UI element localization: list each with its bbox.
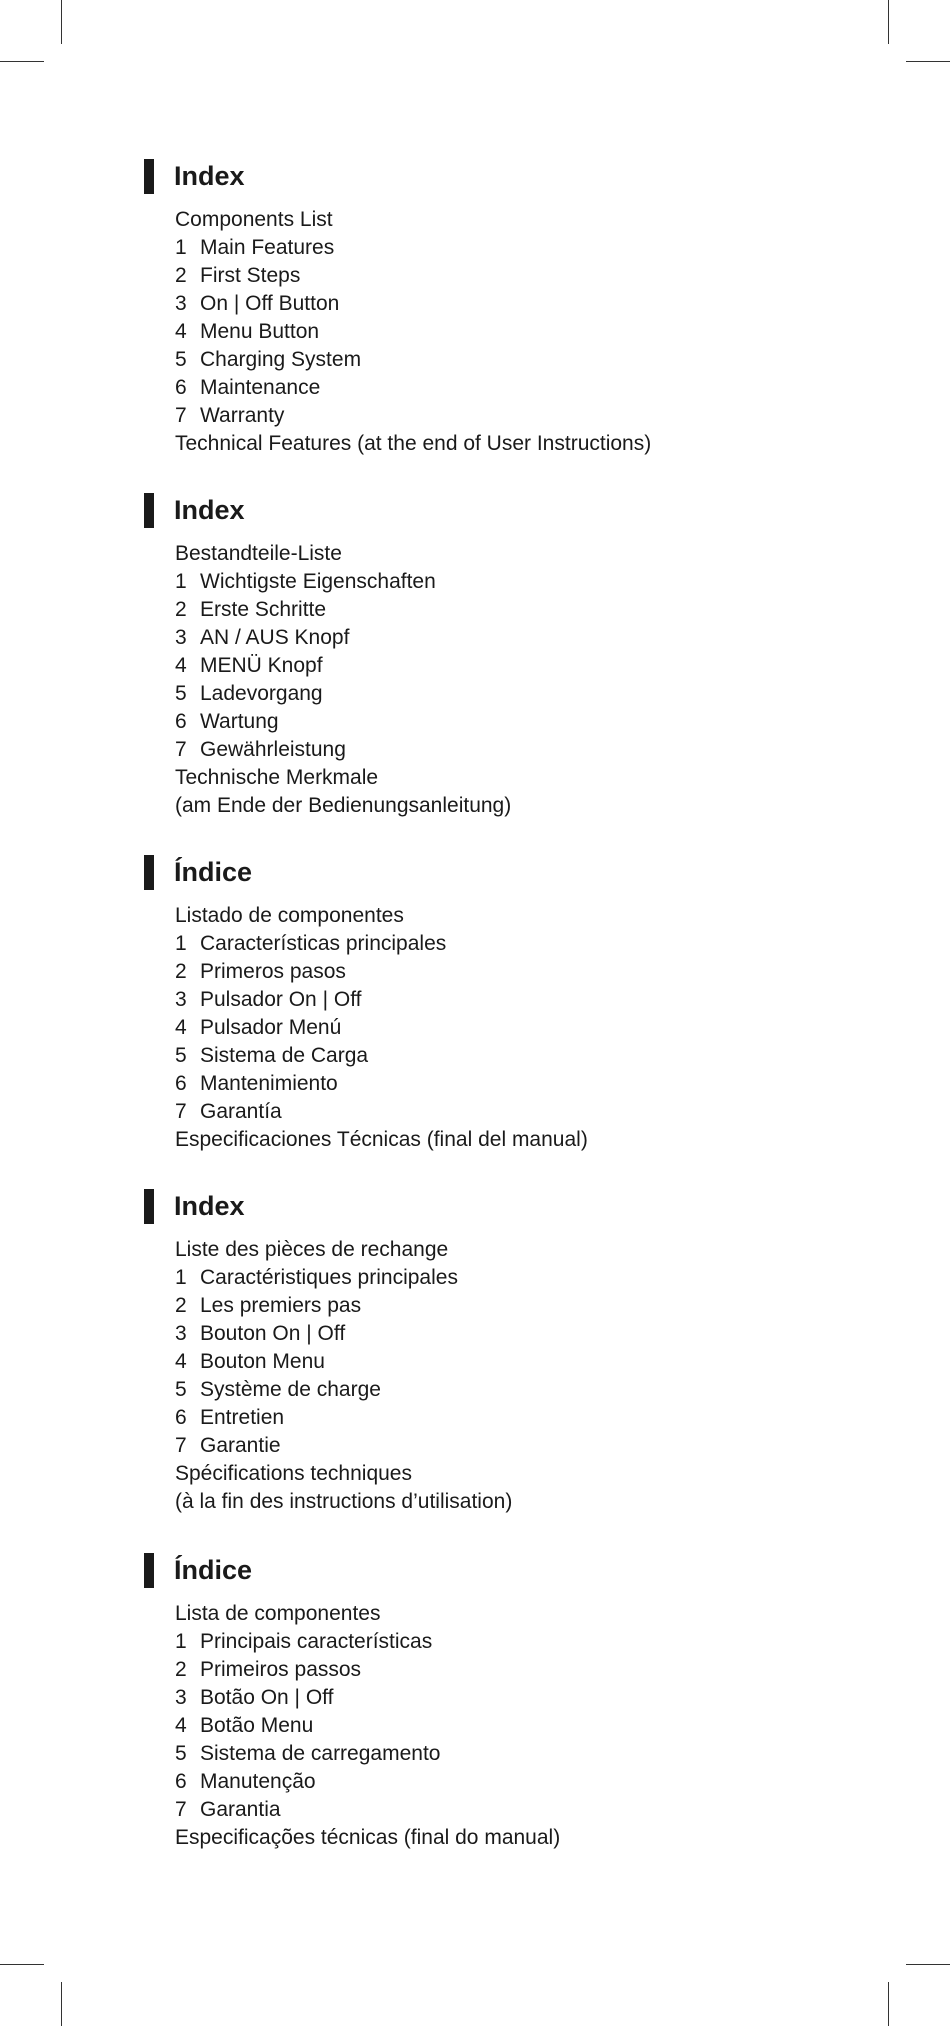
chapter-title: Bestandteile-Liste — [175, 542, 342, 565]
chapter-title: On | Off Button — [200, 292, 340, 315]
section-title: Índice — [174, 1555, 253, 1585]
chapter-title: Warranty — [200, 404, 285, 427]
chapter-title: Liste des pièces de rechange — [175, 1238, 449, 1261]
chapter-number: 5 — [175, 1742, 187, 1765]
chapter-title: Lista de componentes — [175, 1602, 381, 1625]
chapter-title: Components List — [175, 208, 333, 231]
chapter-title: Listado de componentes — [175, 904, 404, 927]
contents-item — [175, 1098, 588, 1126]
contents-item — [175, 1348, 512, 1376]
chapter-title: Manutenção — [200, 1770, 316, 1793]
chapter-title: First Steps — [200, 264, 301, 287]
chapter-number: 1 — [175, 236, 187, 259]
contents-item — [175, 596, 511, 624]
contents-item — [175, 652, 511, 680]
chapter-title: Botão On | Off — [200, 1686, 334, 1709]
chapter-number: 4 — [175, 1714, 187, 1737]
chapter-title: Menu Button — [200, 320, 320, 343]
contents-item — [175, 736, 511, 764]
chapter-title: Garantía — [200, 1100, 282, 1123]
section-header — [144, 156, 904, 196]
chapter-title: Botão Menu — [200, 1714, 314, 1737]
contents-item — [175, 374, 651, 402]
contents-item — [175, 430, 651, 458]
contents-item — [175, 290, 651, 318]
chapter-title: AN / AUS Knopf — [200, 626, 350, 649]
chapter-number: 6 — [175, 376, 187, 399]
chapter-title: Especificaciones Técnicas (final del manual) — [175, 1128, 588, 1151]
chapter-number: 2 — [175, 1294, 187, 1317]
chapter-title: Maintenance — [200, 376, 321, 399]
chapter-title: Erste Schritte — [200, 598, 327, 621]
contents-list — [175, 206, 651, 458]
chapter-number: 6 — [175, 1770, 187, 1793]
contents-item — [175, 958, 588, 986]
contents-item — [175, 1460, 512, 1488]
contents-item — [175, 986, 588, 1014]
contents-list — [175, 540, 511, 820]
contents-item — [175, 1432, 512, 1460]
chapter-number: 2 — [175, 598, 187, 621]
index-section — [144, 1186, 904, 1513]
section-title: Index — [174, 495, 245, 525]
chapter-number: 4 — [175, 320, 187, 343]
contents-list — [175, 1600, 560, 1852]
header-bar-marker — [144, 159, 154, 194]
chapter-title: Sistema de carregamento — [200, 1742, 441, 1765]
section-title: Índice — [174, 857, 253, 887]
contents-item — [175, 1404, 512, 1432]
chapter-title: Entretien — [200, 1406, 285, 1429]
chapter-title: Main Features — [200, 236, 335, 259]
chapter-number: 1 — [175, 932, 187, 955]
crop-mark-bottom-right-horizontal — [906, 1964, 950, 1965]
section-header — [144, 1550, 904, 1590]
contents-item — [175, 234, 651, 262]
chapter-number: 3 — [175, 292, 187, 315]
chapter-number: 5 — [175, 1044, 187, 1067]
chapter-title: Principais características — [200, 1630, 433, 1653]
contents-item — [175, 1712, 560, 1740]
crop-mark-top-right-vertical — [888, 0, 889, 44]
chapter-title: Primeros pasos — [200, 960, 346, 983]
chapter-number: 3 — [175, 1322, 187, 1345]
chapter-title: Pulsador Menú — [200, 1016, 342, 1039]
crop-mark-top-right-horizontal — [906, 61, 950, 62]
contents-item — [175, 346, 651, 374]
chapter-title: Pulsador On | Off — [200, 988, 362, 1011]
chapter-number: 6 — [175, 1072, 187, 1095]
chapter-number: 1 — [175, 570, 187, 593]
index-section — [144, 1550, 904, 1849]
header-bar-marker — [144, 855, 154, 890]
header-bar-marker — [144, 1189, 154, 1224]
crop-mark-bottom-left-vertical — [61, 1982, 62, 2026]
header-bar-marker — [144, 1553, 154, 1588]
contents-item — [175, 1376, 512, 1404]
chapter-title: Garantie — [200, 1434, 281, 1457]
chapter-title: Technische Merkmale — [175, 766, 379, 789]
contents-item — [175, 206, 651, 234]
contents-item — [175, 1628, 560, 1656]
chapter-number: 1 — [175, 1630, 187, 1653]
chapter-title: (am Ende der Bedienungsanleitung) — [175, 794, 512, 817]
contents-item — [175, 1600, 560, 1628]
chapter-title: Spécifications techniques — [175, 1462, 412, 1485]
chapter-title: Caractéristiques principales — [200, 1266, 458, 1289]
section-title: Index — [174, 1191, 245, 1221]
contents-item — [175, 568, 511, 596]
crop-mark-bottom-left-horizontal — [0, 1964, 44, 1965]
chapter-title: Características principales — [200, 932, 447, 955]
contents-item — [175, 318, 651, 346]
chapter-number: 5 — [175, 682, 187, 705]
chapter-title: Especificações técnicas (final do manual) — [175, 1826, 561, 1849]
chapter-title: Mantenimiento — [200, 1072, 338, 1095]
contents-item — [175, 1236, 512, 1264]
contents-list — [175, 1236, 512, 1516]
chapter-number: 3 — [175, 1686, 187, 1709]
chapter-title: Wichtigste Eigenschaften — [200, 570, 436, 593]
contents-item — [175, 1656, 560, 1684]
section-title: Index — [174, 161, 245, 191]
contents-item — [175, 1070, 588, 1098]
chapter-number: 5 — [175, 1378, 187, 1401]
chapter-title: Gewährleistung — [200, 738, 346, 761]
contents-item — [175, 402, 651, 430]
crop-mark-top-left-horizontal — [0, 61, 44, 62]
chapter-number: 1 — [175, 1266, 187, 1289]
contents-item — [175, 1320, 512, 1348]
contents-item — [175, 708, 511, 736]
crop-mark-bottom-right-vertical — [888, 1982, 889, 2026]
chapter-title: Système de charge — [200, 1378, 381, 1401]
contents-item — [175, 540, 511, 568]
chapter-number: 7 — [175, 1434, 187, 1457]
chapter-title: Bouton Menu — [200, 1350, 325, 1373]
contents-item — [175, 1740, 560, 1768]
header-bar-marker — [144, 493, 154, 528]
contents-item — [175, 764, 511, 792]
chapter-number: 4 — [175, 1016, 187, 1039]
chapter-title: Technical Features (at the end of User Instructions) — [175, 432, 652, 455]
chapter-number: 7 — [175, 1100, 187, 1123]
chapter-number: 3 — [175, 626, 187, 649]
chapter-title: Les premiers pas — [200, 1294, 362, 1317]
contents-item — [175, 1824, 560, 1852]
contents-item — [175, 1264, 512, 1292]
chapter-number: 6 — [175, 710, 187, 733]
chapter-number: 2 — [175, 264, 187, 287]
chapter-number: 6 — [175, 1406, 187, 1429]
chapter-title: Charging System — [200, 348, 362, 371]
chapter-title: (à la fin des instructions d’utilisation) — [175, 1490, 513, 1513]
index-section — [144, 156, 904, 455]
section-header — [144, 1186, 904, 1226]
chapter-title: MENÜ Knopf — [200, 654, 323, 677]
chapter-number: 4 — [175, 654, 187, 677]
contents-item — [175, 930, 588, 958]
contents-item — [175, 1042, 588, 1070]
section-header — [144, 490, 904, 530]
contents-item — [175, 1488, 512, 1516]
chapter-title: Ladevorgang — [200, 682, 323, 705]
chapter-number: 5 — [175, 348, 187, 371]
chapter-number: 7 — [175, 738, 187, 761]
contents-item — [175, 262, 651, 290]
contents-item — [175, 792, 511, 820]
chapter-number: 3 — [175, 988, 187, 1011]
contents-item — [175, 680, 511, 708]
chapter-title: Primeiros passos — [200, 1658, 362, 1681]
index-section — [144, 852, 904, 1151]
chapter-number: 7 — [175, 1798, 187, 1821]
crop-mark-top-left-vertical — [61, 0, 62, 44]
contents-item — [175, 624, 511, 652]
chapter-title: Bouton On | Off — [200, 1322, 346, 1345]
chapter-title: Sistema de Carga — [200, 1044, 369, 1067]
contents-list — [175, 902, 588, 1154]
contents-item — [175, 1768, 560, 1796]
contents-item — [175, 1014, 588, 1042]
contents-item — [175, 902, 588, 930]
chapter-number: 2 — [175, 960, 187, 983]
section-header — [144, 852, 904, 892]
chapter-number: 7 — [175, 404, 187, 427]
index-section — [144, 490, 904, 817]
chapter-title: Wartung — [200, 710, 279, 733]
chapter-number: 4 — [175, 1350, 187, 1373]
chapter-number: 2 — [175, 1658, 187, 1681]
contents-item — [175, 1126, 588, 1154]
contents-item — [175, 1292, 512, 1320]
contents-item — [175, 1684, 560, 1712]
chapter-title: Garantia — [200, 1798, 281, 1821]
contents-item — [175, 1796, 560, 1824]
